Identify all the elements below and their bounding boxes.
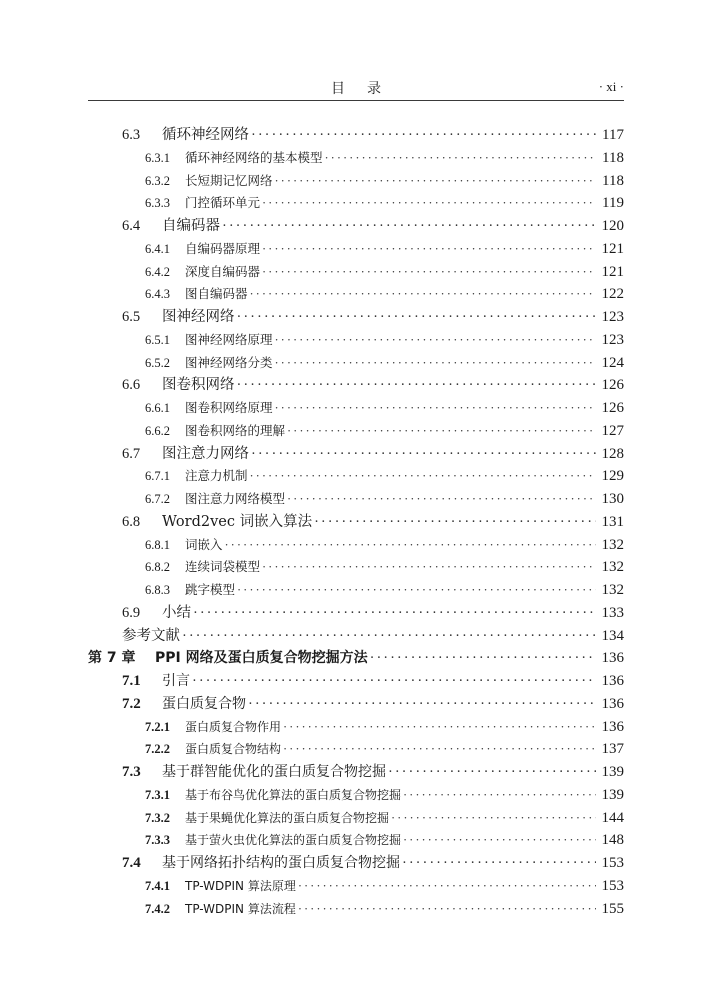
toc-entry-title: 基于布谷鸟优化算法的蛋白质复合物挖掘: [185, 787, 402, 802]
toc-entry-number: 7.2.2: [145, 742, 170, 757]
toc-entry-sub[interactable]: [88, 829, 624, 852]
dot-leader: [283, 738, 596, 761]
toc-entry-title: 连续词袋模型: [185, 559, 261, 575]
toc-entry-number: 7.4.1: [145, 878, 170, 893]
toc-entry-page: 121: [601, 263, 624, 280]
toc-entry-number: 6.3.1: [145, 150, 170, 165]
toc-entry-title: 图注意力网络: [162, 445, 249, 462]
toc-entry-title: 参考文献: [122, 627, 180, 644]
toc-entry-title: 图自编码器: [185, 286, 248, 302]
toc-entry-title: TP-WDPIN 算法原理: [185, 878, 296, 893]
toc-entry-section[interactable]: [88, 670, 624, 693]
toc-entry-section[interactable]: [88, 761, 624, 784]
toc-entry-number: 7.4.2: [145, 901, 170, 916]
toc-entry-title: 基于群智能优化的蛋白质复合物挖掘: [162, 764, 386, 780]
toc-entry-number: 7.3.1: [145, 787, 170, 802]
toc-entry-number: 6.7.2: [145, 492, 170, 506]
toc-entry-title: 小结: [162, 604, 191, 621]
toc-entry-title: 自编码器: [162, 218, 220, 234]
toc-entry-sub[interactable]: [88, 283, 624, 306]
toc-entry-page: 129: [601, 468, 624, 485]
toc-entry-page: 118: [602, 172, 624, 189]
toc-entry-page: 153: [601, 855, 624, 871]
toc-entry-page: 132: [601, 582, 624, 598]
toc-entry-page: 133: [601, 604, 624, 621]
dot-leader: [370, 647, 596, 670]
toc-entry-section[interactable]: [88, 443, 624, 466]
toc-entry-sub[interactable]: [88, 420, 624, 443]
header-page-number: · xi ·: [598, 79, 624, 94]
toc-entry-number: 第 7 章: [88, 650, 136, 667]
toc-entry-sub[interactable]: [88, 192, 624, 215]
toc-entry-title: 图卷积网络原理: [185, 400, 273, 415]
toc-entry-page: 128: [601, 445, 624, 462]
toc-entry-number: 6.6.2: [145, 423, 170, 438]
toc-entry-page: 139: [601, 786, 624, 803]
dot-leader: [237, 579, 596, 602]
toc-entry-page: 148: [601, 832, 624, 849]
dot-leader: [287, 488, 596, 511]
toc-entry-number: 6.7: [122, 445, 141, 462]
toc-entry-title: 基于网络拓扑结构的蛋白质复合物挖掘: [162, 855, 400, 871]
toc-entry-title: 门控循环单元: [185, 195, 261, 211]
toc-entry-sub[interactable]: [88, 556, 624, 579]
toc-entry-page: 136: [601, 650, 624, 667]
toc-entry-number: 6.3.3: [145, 196, 170, 211]
dot-leader: [262, 238, 596, 261]
toc-entry-sub[interactable]: [88, 147, 624, 170]
toc-entry-number: 6.9: [122, 604, 141, 621]
toc-entry-title: 深度自编码器: [185, 263, 261, 279]
toc-entry-title: 图神经网络分类: [185, 354, 273, 370]
toc-entry-page: 136: [601, 695, 624, 712]
toc-entry-title: 跳字模型: [185, 582, 236, 597]
toc-entry-sub[interactable]: [88, 397, 624, 420]
toc-entry-page: 127: [601, 422, 624, 439]
toc-entry-number: 7.1: [122, 673, 141, 689]
toc-entry-section[interactable]: [88, 852, 624, 875]
toc-entry-title: 图神经网络: [162, 309, 235, 325]
toc-entry-number: 7.3.2: [145, 810, 170, 825]
dot-leader: [275, 397, 596, 420]
toc-entry-sub[interactable]: [88, 261, 624, 284]
dot-leader: [403, 829, 596, 852]
toc-entry-page: 134: [601, 627, 624, 644]
toc-entry-title: 词嵌入: [185, 536, 223, 552]
toc-entry-number: 7.2: [122, 695, 141, 712]
toc-entry-page: 121: [601, 240, 624, 257]
toc-entry-title: 基于果蝇优化算法的蛋白质复合物挖掘: [185, 810, 390, 825]
toc-entry-number: 7.3.3: [145, 833, 170, 848]
toc-entry-number: 6.5.2: [145, 355, 170, 370]
toc-entry-title: 图卷积网络: [162, 377, 235, 394]
toc-entry-title: 图注意力网络模型: [185, 491, 286, 506]
dot-leader: [250, 465, 596, 488]
toc-entry-title: 图卷积网络的理解: [185, 422, 286, 438]
toc-entry-section[interactable]: [88, 306, 624, 329]
toc-entry-page: 136: [601, 673, 624, 689]
toc-entry-title: 长短期记忆网络: [185, 172, 273, 188]
toc-entry-number: 6.7.1: [145, 469, 170, 484]
dot-leader: [287, 420, 596, 443]
toc-entry-number: 7.4: [122, 855, 141, 871]
toc-entry-page: 139: [601, 764, 624, 780]
toc-entry-number: 6.8.3: [145, 583, 170, 597]
toc-entry-number: 6.8.1: [145, 537, 170, 552]
toc-entry-page: 118: [602, 149, 624, 166]
toc-entry-title: 自编码器原理: [185, 240, 261, 256]
toc-entry-sub[interactable]: [88, 329, 624, 352]
toc-entry-sub[interactable]: [88, 784, 624, 807]
toc-entry-page: 123: [601, 309, 624, 325]
toc-entry-section[interactable]: [88, 124, 624, 147]
dot-leader: [262, 192, 596, 215]
toc-entry-sub[interactable]: [88, 807, 624, 830]
toc-entry-page: 117: [602, 127, 624, 143]
toc-entry-section[interactable]: [88, 215, 624, 238]
toc-entry-page: 132: [601, 559, 624, 576]
toc-entry-plain[interactable]: [88, 625, 624, 648]
toc-entry-chapter[interactable]: [88, 647, 624, 670]
toc-entry-sub[interactable]: [88, 579, 624, 602]
toc-entry-sub[interactable]: [88, 898, 624, 921]
toc-entry-section[interactable]: [88, 511, 624, 534]
toc-entry-title: 图神经网络原理: [185, 331, 273, 347]
toc-entry-sub[interactable]: [88, 534, 624, 557]
dot-leader: [402, 852, 596, 875]
toc-entry-number: 6.4.3: [145, 287, 170, 302]
toc-entry-sub[interactable]: [88, 465, 624, 488]
toc-entry-page: 120: [601, 218, 624, 234]
toc-entry-title: 蛋白质复合物结构: [185, 742, 282, 757]
toc-entry-title: 注意力机制: [185, 468, 248, 484]
toc-entry-title: 基于萤火虫优化算法的蛋白质复合物挖掘: [185, 833, 402, 848]
dot-leader: [237, 374, 597, 397]
toc-entry-page: 123: [601, 331, 624, 348]
dot-leader: [248, 693, 596, 716]
toc-entry-section[interactable]: [88, 374, 624, 397]
dot-leader: [251, 124, 596, 147]
dot-leader: [225, 534, 596, 557]
dot-leader: [275, 329, 596, 352]
toc-entry-number: 6.3.2: [145, 173, 170, 188]
toc-entry-number: 6.4.2: [145, 264, 170, 279]
toc-entry-sub[interactable]: [88, 738, 624, 761]
toc-entry-section[interactable]: [88, 693, 624, 716]
toc-entry-number: 6.6.1: [145, 401, 170, 415]
toc-entry-title: 蛋白质复合物: [162, 695, 246, 712]
dot-leader: [298, 898, 596, 921]
dot-leader: [262, 556, 596, 579]
toc-entry-title: Word2vec 词嵌入算法: [162, 513, 313, 530]
dot-leader: [237, 306, 597, 329]
dot-leader: [250, 283, 596, 306]
toc-entry-number: 6.5: [122, 309, 141, 325]
dot-leader: [391, 807, 596, 830]
toc-entry-title: 循环神经网络的基本模型: [185, 149, 323, 165]
toc-entry-sub[interactable]: [88, 352, 624, 375]
toc-entry-number: 6.4: [122, 218, 141, 234]
dot-leader: [262, 261, 596, 284]
toc-entry-number: 6.5.1: [145, 332, 170, 347]
toc-entry-number: 7.3: [122, 764, 141, 780]
toc-entry-page: 153: [601, 877, 624, 894]
toc-entry-number: 6.8: [122, 513, 141, 530]
toc-entry-page: 130: [601, 491, 624, 507]
dot-leader: [192, 670, 596, 693]
dot-leader: [325, 147, 596, 170]
toc-entry-page: 124: [601, 354, 624, 371]
toc-entry-page: 119: [602, 195, 624, 212]
dot-leader: [275, 170, 596, 193]
dot-leader: [222, 215, 596, 238]
toc-entry-sub[interactable]: [88, 238, 624, 261]
toc-entry-page: 126: [601, 377, 624, 394]
toc-entry-sub[interactable]: [88, 488, 624, 511]
toc-entry-number: 7.2.1: [145, 719, 170, 734]
toc-entry-sub[interactable]: [88, 716, 624, 739]
toc-entry-sub[interactable]: [88, 170, 624, 193]
toc-entry-title: TP-WDPIN 算法流程: [185, 901, 296, 916]
toc-entry-page: 136: [601, 718, 624, 735]
toc-entry-page: 126: [601, 400, 624, 416]
dot-leader: [388, 761, 596, 784]
toc-entry-number: 6.4.1: [145, 241, 170, 256]
toc-entry-number: 6.6: [122, 377, 141, 394]
toc-entry-title: 循环神经网络: [162, 127, 249, 143]
toc-entry-title: 引言: [162, 673, 190, 689]
dot-leader: [314, 511, 596, 534]
toc-entry-sub[interactable]: [88, 875, 624, 898]
toc-entry-page: 122: [601, 286, 624, 303]
toc-entry-section[interactable]: [88, 602, 624, 625]
toc-entry-page: 137: [601, 741, 624, 758]
toc-entry-title: 蛋白质复合物作用: [185, 719, 282, 734]
toc-entry-page: 131: [601, 513, 624, 530]
toc-entry-page: 155: [601, 900, 624, 917]
toc-entry-title: PPI 网络及蛋白质复合物挖掘方法: [155, 650, 368, 667]
dot-leader: [275, 352, 596, 375]
dot-leader: [283, 716, 596, 739]
dot-leader: [298, 875, 596, 898]
table-of-contents: [88, 124, 624, 920]
dot-leader: [193, 602, 596, 625]
dot-leader: [403, 784, 596, 807]
dot-leader: [251, 443, 596, 466]
running-header: [88, 76, 624, 101]
dot-leader: [182, 625, 596, 648]
toc-entry-page: 144: [601, 809, 624, 826]
toc-entry-page: 132: [601, 536, 624, 553]
toc-entry-number: 6.8.2: [145, 560, 170, 575]
header-title: 目录: [331, 81, 403, 97]
toc-entry-number: 6.3: [122, 127, 141, 143]
